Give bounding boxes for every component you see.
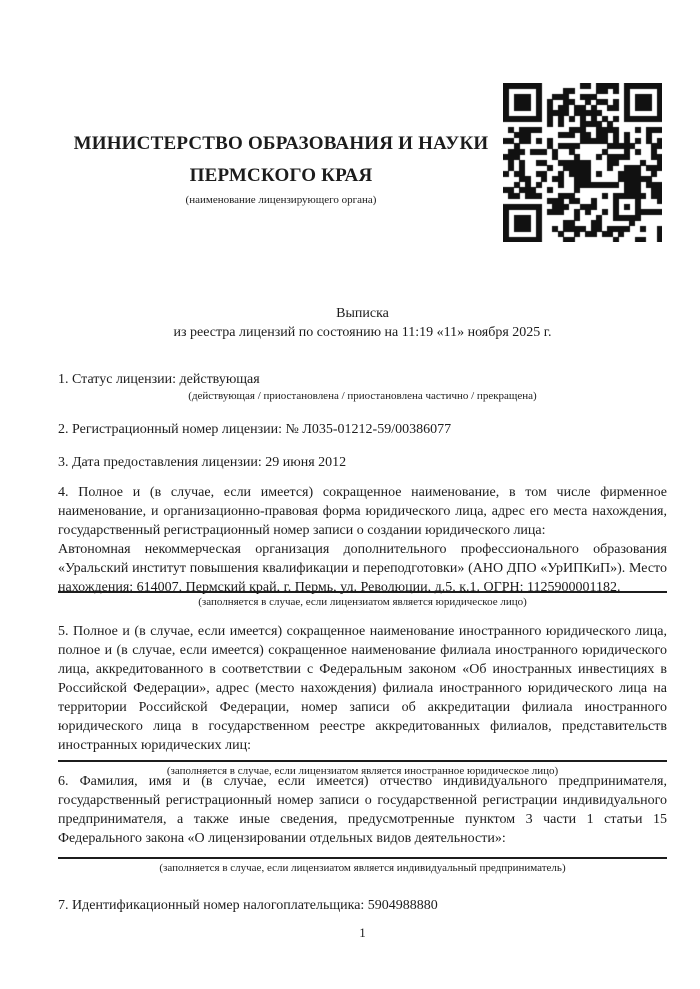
item-individual-entrepreneur xyxy=(58,772,667,875)
qr-code-icon xyxy=(503,83,662,242)
taxpayer-number-text: 7. Идентификационный номер налогоплательщика: 5904988880 xyxy=(58,898,438,913)
item-license-status xyxy=(58,370,667,403)
legal-entity-value: Автономная некоммерческая организация дополнительного профессионального образования «Уральский институт повышения квалификации и переподготовки» (АНО ДПО «УрИПКиП»). Место нахождения: 614007, Пермский край, г. Пермь, ул. Революции, д.5, к.1. ОГРН: 1125900001182. xyxy=(58,542,667,595)
item-legal-entity xyxy=(58,483,667,609)
document-title-line2: из реестра лицензий по состоянию на 11:19 «11» ноября 2025 г. xyxy=(173,325,552,340)
fill-line xyxy=(58,857,667,859)
registration-number-text: 2. Регистрационный номер лицензии: № Л035-01212-59/00386077 xyxy=(58,422,452,437)
document-title-line1: Выписка xyxy=(336,306,389,321)
legal-entity-text: 4. Полное и (в случае, если имеется) сокращенное наименование, в том числе фирменное наименование, и организационно-правовая форма юридического лица, адрес его места нахождения, государственный регистрационный номер записи о создании юридического лица: xyxy=(58,485,667,538)
individual-entrepreneur-text: 6. Фамилия, имя и (в случае, если имеется) отчество индивидуального предпринимателя, государственный регистрационный номер записи о государственной регистрации индивидуального предпринимателя, а также иные сведения, предусмотренные пунктом 3 части 1 статьи 15 Федерального закона «О лицензировании отдельных видов деятельности»: xyxy=(58,774,667,846)
item-foreign-entity xyxy=(58,622,667,778)
authority-name-line2: ПЕРМСКОГО КРАЯ xyxy=(189,165,373,186)
authority-name-line1: МИНИСТЕРСТВО ОБРАЗОВАНИЯ И НАУКИ xyxy=(73,133,489,154)
document-title xyxy=(58,304,667,342)
grant-date-text: 3. Дата предоставления лицензии: 29 июня 2012 xyxy=(58,455,347,470)
license-status-note: (действующая / приостановлена / приостановлена частично / прекращена) xyxy=(188,390,537,402)
license-status-text: 1. Статус лицензии: действующая xyxy=(58,372,260,387)
legal-entity-note: (заполняется в случае, если лицензиатом является юридическое лицо) xyxy=(198,596,527,608)
foreign-entity-text: 5. Полное и (в случае, если имеется) сокращенное наименование иностранного юридического лица, полное и (в случае, если имеется) сокращенное наименование филиала иностранного юридического лица, аккредитованного в соответствии с Федеральным законом «Об иностранных инвестициях в Российской Федерации», адрес (место нахождения) филиала иностранного юридического лица на территории Российской Федерации, номер записи об аккредитации филиала иностранного юридического лица в государственном реестре аккредитованных филиалов, представительств иностранных юридических лиц: xyxy=(58,624,667,753)
item-taxpayer-number xyxy=(58,896,667,915)
page-number: 1 xyxy=(359,925,366,940)
item-grant-date xyxy=(58,453,667,472)
fill-line xyxy=(58,760,667,762)
licensing-authority-header xyxy=(58,128,504,207)
item-registration-number xyxy=(58,420,667,439)
foreign-entity-note: (заполняется в случае, если лицензиатом является иностранное юридическое лицо) xyxy=(166,765,559,777)
individual-entrepreneur-note: (заполняется в случае, если лицензиатом является индивидуальный предприниматель) xyxy=(159,862,566,874)
authority-caption: (наименование лицензирующего органа) xyxy=(185,194,377,206)
